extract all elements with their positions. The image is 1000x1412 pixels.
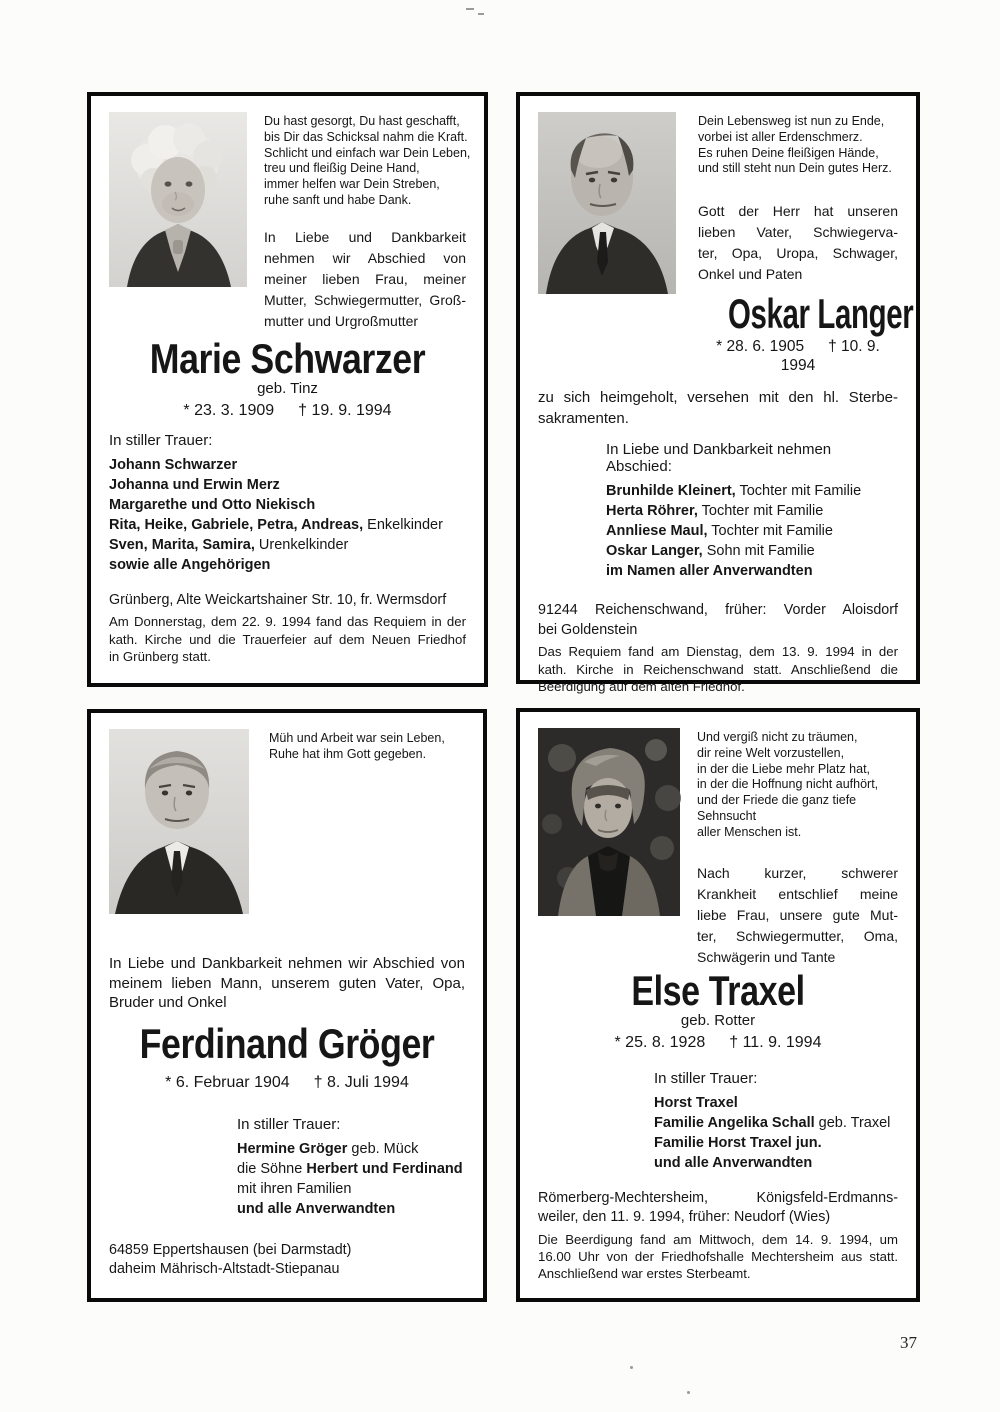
mourners-list: [237, 1139, 465, 1219]
farewell-continuation: [538, 387, 898, 429]
mourners-list: [109, 455, 466, 575]
scan-artifact: [478, 13, 484, 15]
poem-line: ruhe sanft und habe Dank.: [264, 192, 412, 207]
farewell-line: mutter und Urgroßmutter: [264, 312, 419, 329]
address: [109, 591, 466, 611]
farewell-text: [698, 201, 898, 285]
farewell-line: Nach kurzer, schwerer: [697, 864, 898, 881]
mourners-block: [606, 441, 898, 581]
mourners-block: [109, 432, 466, 575]
obituary-marie-schwarzer: [87, 92, 488, 687]
address: [109, 1241, 465, 1280]
photo-row: [538, 112, 914, 375]
mourner-line: Oskar Langer, Sohn mit Familie: [606, 543, 815, 560]
farewell-line: lieben Vater, Schwiegerva-: [698, 224, 898, 241]
farewell-line: Mutter, Schwiegermutter, Groß-: [264, 291, 466, 308]
life-dates: [109, 1073, 465, 1092]
address-line: weiler, den 11. 9. 1994, früher: Neudorf (Wies): [538, 1209, 831, 1226]
farewell-text: [109, 954, 465, 1013]
farewell-line: liebe Frau, unsere gute Mut-: [697, 906, 898, 923]
poem-line: aller Menschen ist.: [697, 824, 802, 839]
farewell-line: sakramenten.: [538, 410, 629, 428]
birth-date: * 28. 6. 1905: [716, 338, 805, 356]
mourner-line: sowie alle Angehörigen: [109, 556, 271, 573]
funeral-note: [538, 1231, 898, 1283]
address-line: daheim Mährisch-Altstadt-Stiepanau: [109, 1261, 340, 1277]
farewell-line: zu sich heimgeholt, versehen mit den hl. Sterbe-: [538, 389, 898, 407]
address-line: Grünberg, Alte Weickartshainer Str. 10, fr. Wermsdorf: [109, 591, 447, 608]
death-date: † 11. 9. 1994: [729, 1033, 822, 1051]
farewell-line: In Liebe und Dankbarkeit nehmen wir Abschied von: [109, 955, 465, 972]
birth-date: * 25. 8. 1928: [614, 1033, 706, 1051]
address-line: bei Goldenstein: [538, 621, 638, 638]
farewell-line: meiner lieben Frau, meiner: [264, 270, 466, 287]
death-date: † 19. 9. 1994: [298, 401, 392, 419]
obituary-else-traxel: [516, 708, 920, 1302]
poem-line: treu und fleißig Deine Hand,: [264, 161, 420, 176]
farewell-line: ter, Opa, Uropa, Schwager,: [698, 245, 898, 262]
mourner-line: mit ihren Familien: [237, 1180, 352, 1197]
farewell-line: Onkel und Paten: [698, 266, 803, 283]
portrait-photo-man: [109, 729, 249, 914]
mourning-label: In stiller Trauer:: [109, 431, 213, 449]
mourners-list: [606, 481, 898, 581]
text-column: [264, 112, 471, 332]
farewell-line: Gott der Herr hat unseren: [698, 203, 898, 220]
mourner-line: Familie Horst Traxel jun.: [654, 1134, 822, 1151]
farewell-line: ter, Schwiegermutter, Oma,: [697, 927, 898, 944]
poem-line: Ruhe hat ihm Gott gegeben.: [269, 746, 427, 761]
poem-line: Müh und Arbeit war sein Leben,: [269, 731, 445, 745]
farewell-line: Bruder und Onkel: [109, 994, 227, 1011]
funeral-line: Am Donnerstag, dem 22. 9. 1994 fand das Requiem in der: [109, 614, 466, 630]
birth-date: * 6. Februar 1904: [165, 1073, 290, 1091]
mourner-line: Hermine Gröger geb. Mück: [237, 1140, 419, 1157]
text-column: [269, 729, 465, 763]
photo-row: [538, 728, 898, 968]
mourner-line: Johann Schwarzer: [109, 456, 238, 473]
poem-line: dir reine Welt vorzustellen,: [697, 745, 845, 760]
memorial-poem: [264, 112, 471, 209]
mourning-label: In stiller Trauer:: [654, 1069, 758, 1087]
life-dates: [698, 337, 898, 375]
scan-artifact: [630, 1366, 633, 1369]
text-column: [697, 728, 898, 968]
mourner-line: Sven, Marita, Samira, Urenkelkinder: [109, 536, 349, 553]
funeral-line: Das Requiem fand am Dienstag, dem 13. 9. 1994 in der: [538, 644, 898, 660]
funeral-note: [538, 643, 898, 695]
farewell-line: meinem lieben Mann, unserem guten Vater, Opa,: [109, 974, 465, 992]
mourner-line: Johanna und Erwin Merz: [109, 476, 280, 493]
funeral-line: Beerdigung auf dem alten Friedhof.: [538, 679, 745, 694]
funeral-line: Die Beerdigung fand am Mittwoch, dem 14. 9. 1994, um: [538, 1231, 898, 1247]
mourner-line: im Namen aller Anverwandten: [606, 563, 813, 580]
funeral-note: [109, 613, 466, 665]
portrait-photo-elderly-woman: [109, 112, 247, 287]
page-number: 37: [900, 1333, 917, 1352]
address-line: 91244 Reichenschwand, früher: Vorder Aloisdorf: [538, 602, 898, 619]
deceased-name: Ferdinand Gröger: [139, 1019, 435, 1067]
scan-artifact: [687, 1391, 690, 1394]
photo-row: [109, 112, 471, 332]
poem-line: und still steht nun Dein gutes Herz.: [698, 161, 892, 176]
poem-line: Sehnsucht: [697, 808, 757, 823]
funeral-line: kath. Kirche und die Trauerfeier auf dem Neuen Friedhof: [109, 631, 466, 647]
deceased-name: Marie Schwarzer: [149, 334, 426, 382]
death-date: † 10. 9. 1994: [780, 338, 880, 375]
funeral-line: in Grünberg statt.: [109, 649, 211, 665]
death-date: † 8. Juli 1994: [313, 1073, 409, 1091]
life-dates: [538, 1033, 898, 1052]
mourner-line: und alle Anverwandten: [237, 1200, 396, 1217]
poem-line: in der die Liebe mehr Platz hat,: [697, 761, 871, 776]
farewell-text: [697, 863, 898, 968]
memorial-poem: [697, 728, 898, 841]
funeral-line: Anschließend war erstes Sterbeamt.: [538, 1266, 751, 1282]
mourner-line: Rita, Heike, Gabriele, Petra, Andreas, Enkelkinder: [109, 516, 443, 533]
poem-line: Dein Lebensweg ist nun zu Ende,: [698, 114, 885, 128]
scan-artifact: [466, 8, 474, 10]
poem-line: und der Friede die ganz tiefe: [697, 793, 857, 808]
mourner-line: Brunhilde Kleinert, Tochter mit Familie: [606, 483, 862, 500]
funeral-line: kath. Kirche in Reichenschwand statt. Anschließend die: [538, 661, 898, 677]
mourner-line: die Söhne Herbert und Ferdinand: [237, 1160, 463, 1177]
poem-line: vorbei ist aller Erdenschmerz.: [698, 129, 863, 144]
mourning-label: In stiller Trauer:: [237, 1115, 341, 1133]
birth-date: * 23. 3. 1909: [183, 401, 275, 419]
memorial-poem: [698, 112, 898, 177]
mourning-label: In Liebe und Dankbarkeit nehmen Abschied:: [606, 441, 832, 476]
mourner-line: Margarethe und Otto Niekisch: [109, 496, 316, 513]
maiden-name: geb. Tinz: [257, 379, 318, 397]
mourners-block: [237, 1116, 465, 1219]
mourners-list: [654, 1093, 898, 1173]
deceased-name: Oskar Langer: [728, 290, 914, 338]
life-dates: [109, 401, 466, 420]
obituary-ferdinand-groeger: [87, 709, 487, 1302]
poem-line: Du hast gesorgt, Du hast geschafft,: [264, 114, 460, 128]
poem-line: Es ruhen Deine fleißigen Hände,: [698, 145, 879, 160]
poem-line: in der die Hoffnung nicht aufhört,: [697, 777, 879, 792]
farewell-line: Krankheit entschlief meine: [697, 885, 898, 902]
poem-line: Und vergiß nicht zu träumen,: [697, 730, 858, 744]
farewell-line: nehmen wir Abschied von: [264, 249, 466, 266]
poem-line: Schlicht und einfach war Dein Leben,: [264, 145, 471, 160]
text-column: [698, 112, 914, 375]
poem-line: immer helfen war Dein Streben,: [264, 177, 440, 192]
address: [538, 601, 898, 640]
mourner-line: und alle Anverwandten: [654, 1154, 813, 1171]
maiden-name: geb. Rotter: [680, 1011, 756, 1029]
farewell-line: Schwägerin und Tante: [697, 948, 836, 965]
address-line: 64859 Eppertshausen (bei Darmstadt): [109, 1241, 352, 1258]
address: [538, 1189, 898, 1228]
mourners-block: [654, 1070, 898, 1173]
memorial-poem: [269, 729, 465, 763]
poem-line: bis Dir das Schicksal nahm die Kraft.: [264, 129, 468, 144]
mourner-line: Annliese Maul, Tochter mit Familie: [606, 523, 833, 540]
farewell-text: [264, 227, 466, 332]
portrait-photo-woman: [538, 728, 680, 916]
mourner-line: Herta Röhrer, Tochter mit Familie: [606, 503, 824, 520]
funeral-line: 16.00 Uhr von der Friedhofshalle Mechtersheim aus statt.: [538, 1248, 898, 1264]
mourner-line: Familie Angelika Schall geb. Traxel: [654, 1114, 891, 1131]
address-line: Römerberg-Mechtersheim, Königsfeld-Erdmanns-: [538, 1189, 898, 1206]
deceased-name: Else Traxel: [631, 966, 805, 1014]
farewell-line: In Liebe und Dankbarkeit: [264, 228, 466, 245]
portrait-photo-elderly-man: [538, 112, 676, 294]
obituary-oskar-langer: [516, 92, 920, 694]
mourner-line: Horst Traxel: [654, 1094, 738, 1111]
photo-row: [109, 729, 465, 914]
